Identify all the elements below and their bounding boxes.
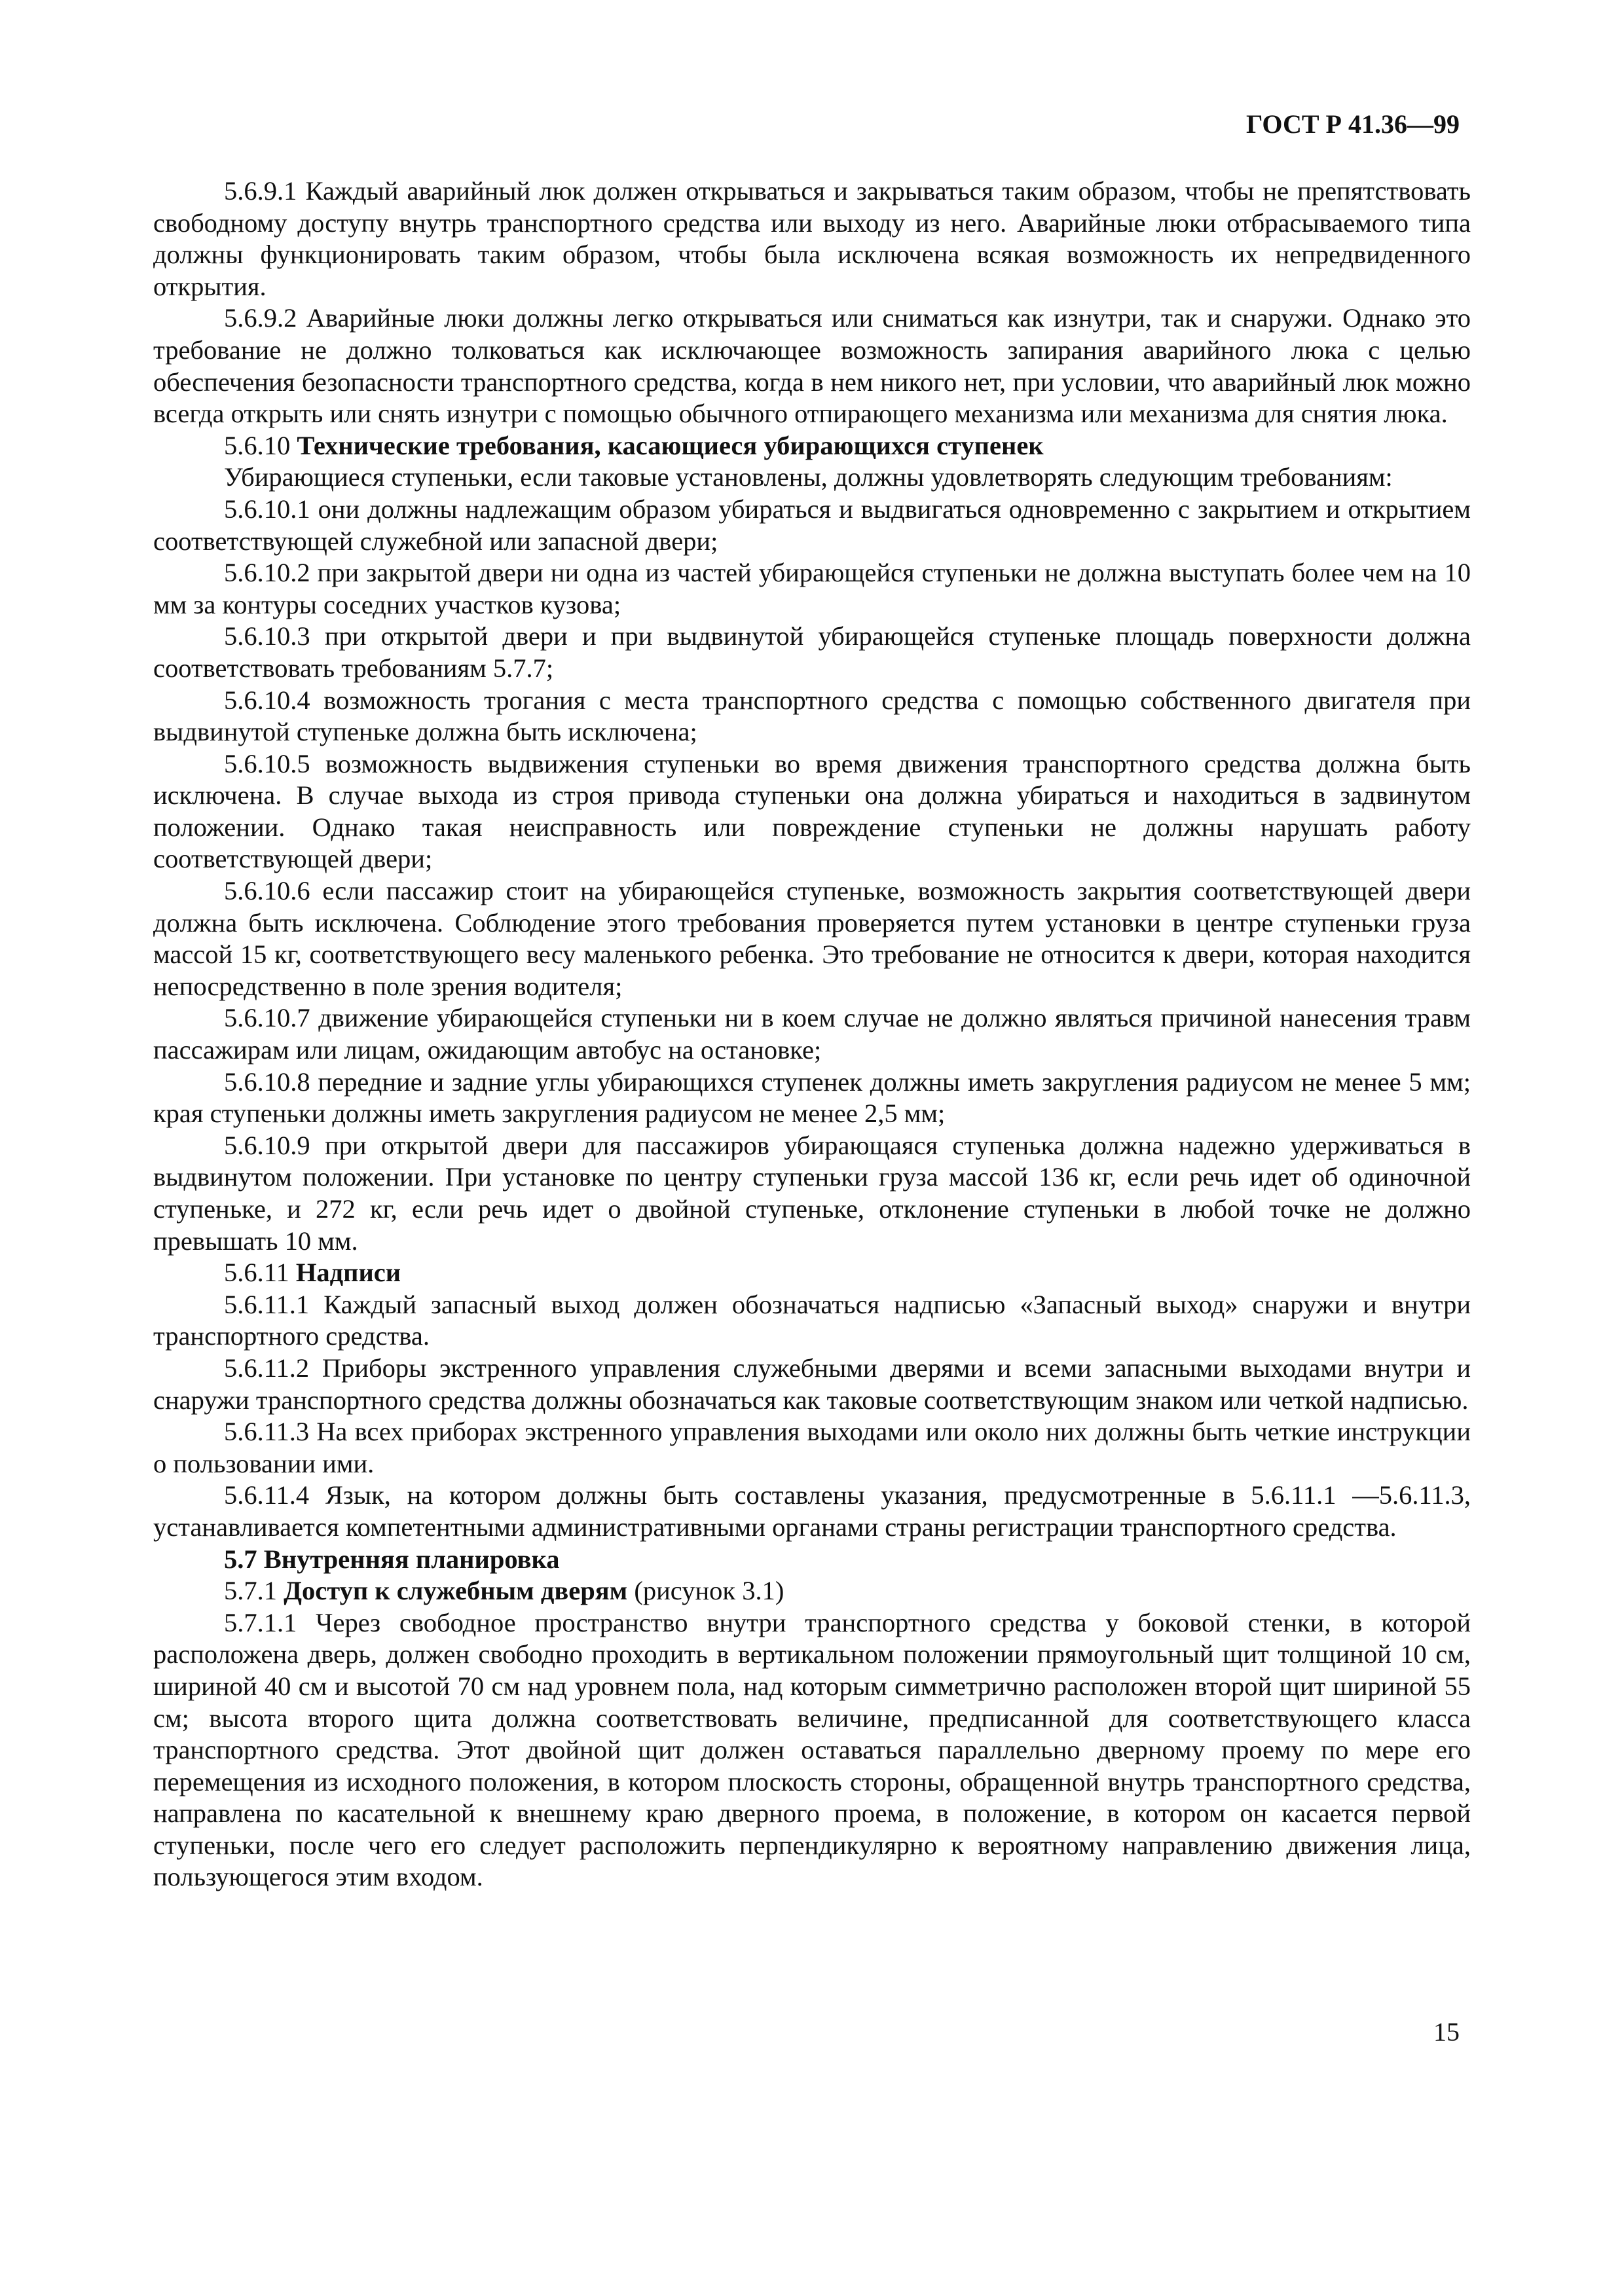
paragraph-5-6-11-1 xyxy=(153,1289,1471,1353)
paragraph-5-6-11-2 xyxy=(153,1353,1471,1416)
clause-number: 5.6.10.7 xyxy=(224,1003,310,1033)
clause-number: 5.6.10.4 xyxy=(224,685,310,715)
paragraph-5-6-11-4 xyxy=(153,1480,1471,1543)
section-heading-5-7-1 xyxy=(153,1575,1471,1607)
clause-text: Убирающиеся ступеньки, если таковые установлены, должны удовлетворять следующим требованиям: xyxy=(224,462,1393,492)
clause-number: 5.6.10.1 xyxy=(224,494,310,524)
clause-number: 5.6.11.2 xyxy=(224,1353,310,1383)
clause-text: они должны надлежащим образом убираться и выдвигаться одновременно с закрытием и открытием соответствующей служебной или запасной двери; xyxy=(153,494,1471,556)
section-heading-5-6-10 xyxy=(153,430,1471,462)
clause-text: при закрытой двери ни одна из частей убирающейся ступеньки не должна выступать более чем на 10 мм за контуры соседних участков кузова; xyxy=(153,558,1471,619)
paragraph-5-6-10-6 xyxy=(153,875,1471,1002)
paragraph-5-6-10-3 xyxy=(153,621,1471,684)
clause-number: 5.6.11.1 xyxy=(224,1289,310,1319)
clause-number: 5.6.11.4 xyxy=(224,1480,310,1510)
clause-number: 5.6.9.1 xyxy=(224,176,297,206)
paragraph-5-6-10-8 xyxy=(153,1066,1471,1130)
section-title: Технические требования, касающиеся убирающихся ступенек xyxy=(297,430,1044,460)
paragraph-5-6-10-9 xyxy=(153,1130,1471,1257)
clause-number: 5.6.10.9 xyxy=(224,1130,310,1160)
section-title: Внутренняя планировка xyxy=(263,1544,560,1574)
clause-number: 5.6.11 xyxy=(224,1258,289,1288)
clause-text: На всех приборах экстренного управления выходами или около них должны быть четкие инструкции о пользовании ими. xyxy=(153,1417,1471,1478)
paragraph-5-6-10-5 xyxy=(153,748,1471,875)
paragraph-5-7-1-1 xyxy=(153,1607,1471,1893)
clause-text: Каждый аварийный люк должен открываться и закрываться таким образом, чтобы не препятствовать свободному доступу внутрь транспортного средства или выходу из него. Аварийные люки отбрасываемого типа должны функционировать таким образом, чтобы была исключена всякая возможность их непредвиденного открытия. xyxy=(153,176,1471,301)
paragraph-5-6-9-2 xyxy=(153,302,1471,429)
paragraph-5-6-10-7 xyxy=(153,1002,1471,1066)
clause-number: 5.6.10.3 xyxy=(224,621,310,651)
paragraph-5-6-11-3 xyxy=(153,1416,1471,1480)
clause-number: 5.6.10.6 xyxy=(224,876,310,906)
clause-number: 5.7 xyxy=(224,1544,257,1574)
clause-text: Аварийные люки должны легко открываться или сниматься как изнутри, так и снаружи. Однако это требование не должно толковаться как исключающее возможность запирания аварийного люка с целью обеспечения безопасности транспортного средства, когда в нем никого нет, при условии, что аварийный люк можно всегда открыть или снять изнутри с помощью обычного отпирающего механизма или механизма для снятия люка. xyxy=(153,303,1471,429)
clause-text: возможность трогания с места транспортного средства с помощью собственного двигателя при выдвинутой ступеньке должна быть исключена; xyxy=(153,685,1471,747)
paragraph-intro-steps xyxy=(153,462,1471,494)
clause-number: 5.6.10.2 xyxy=(224,558,310,588)
clause-number: 5.7.1 xyxy=(224,1576,277,1606)
figure-reference: (рисунок 3.1) xyxy=(634,1576,784,1606)
clause-text: если пассажир стоит на убирающейся ступеньке, возможность закрытия соответствующей двери должна быть исключена. Соблюдение этого требования проверяется путем установки в центре ступеньки груза массой 15 кг, соответствующего весу маленького ребенка. Это требование не относится к двери, которая находится непосредственно в поле зрения водителя; xyxy=(153,876,1471,1001)
paragraph-5-6-9-1 xyxy=(153,175,1471,302)
clause-text: передние и задние углы убирающихся ступенек должны иметь закругления радиусом не менее 5 мм; края ступеньки должны иметь закругления радиусом не менее 2,5 мм; xyxy=(153,1066,1471,1129)
section-title: Надписи xyxy=(295,1258,401,1288)
clause-text: Каждый запасный выход должен обозначаться надписью «Запасный выход» снаружи и внутри транспортного средства. xyxy=(153,1289,1471,1351)
clause-number: 5.6.10.8 xyxy=(224,1066,310,1097)
document-code: ГОСТ Р 41.36—99 xyxy=(1245,109,1460,139)
paragraph-5-6-10-4 xyxy=(153,685,1471,748)
clause-text: возможность выдвижения ступеньки во время движения транспортного средства должна быть исключена. В случае выхода из строя привода ступеньки она должна убираться и находиться в задвинутом положении. Однако такая неисправность или повреждение ступеньки не должны нарушать работу соответствующей двери; xyxy=(153,748,1471,874)
clause-text: при открытой двери и при выдвинутой убирающейся ступеньке площадь поверхности должна соответствовать требованиям 5.7.7; xyxy=(153,621,1471,683)
clause-text: при открытой двери для пассажиров убирающаяся ступенька должна надежно удерживаться в выдвинутом положении. При установке по центру ступеньки груза массой 136 кг, если речь идет об одиночной ступеньке, и 272 кг, если речь идет о двойной ступеньке, отклонение ступеньки в любой точке не должно превышать 10 мм. xyxy=(153,1130,1471,1256)
clause-text: Язык, на котором должны быть составлены указания, предусмотренные в 5.6.11.1 —5.6.11.3, устанавливается компетентными административными органами страны регистрации транспортного средства. xyxy=(153,1480,1471,1542)
clause-number: 5.6.11.3 xyxy=(224,1417,310,1447)
clause-text: Приборы экстренного управления служебными дверями и всеми запасными выходами внутри и снаружи транспортного средства должны обозначаться как таковые соответствующим знаком или четкой надписью. xyxy=(153,1353,1471,1415)
clause-number: 5.6.9.2 xyxy=(224,303,297,333)
section-heading-5-7 xyxy=(153,1544,1471,1576)
paragraph-5-6-10-1 xyxy=(153,494,1471,557)
clause-text: Через свободное пространство внутри транспортного средства у боковой стенки, в которой расположена дверь, должен свободно проходить в вертикальном положении прямоугольный щит толщиной 10 см, шириной 40 см и высотой 70 см над уровнем пола, над которым симметрично расположен второй щит шириной 55 см; высота второго щита должна соответствовать величине, предписанной для соответствующего класса транспортного средства. Этот двойной щит должен оставаться параллельно дверному проему по мере его перемещения из исходного положения, в котором плоскость стороны, обращенной внутрь транспортного средства, направлена по касательной к внешнему краю дверного проема, в положение, в котором он касается первой ступеньки, после чего его следует расположить перпендикулярно к вероятному направлению движения лица, пользующегося этим входом. xyxy=(153,1607,1471,1892)
section-heading-5-6-11 xyxy=(153,1257,1471,1289)
document-body xyxy=(153,175,1471,1893)
clause-text: движение убирающейся ступеньки ни в коем случае не должно являться причиной нанесения травм пассажирам или лицам, ожидающим автобус на остановке; xyxy=(153,1003,1471,1065)
clause-number: 5.6.10 xyxy=(224,430,291,460)
clause-number: 5.7.1.1 xyxy=(224,1607,297,1637)
section-title: Доступ к служебным дверям xyxy=(284,1576,628,1606)
page-number: 15 xyxy=(1433,2017,1460,2047)
clause-number: 5.6.10.5 xyxy=(224,748,310,778)
paragraph-5-6-10-2 xyxy=(153,557,1471,621)
